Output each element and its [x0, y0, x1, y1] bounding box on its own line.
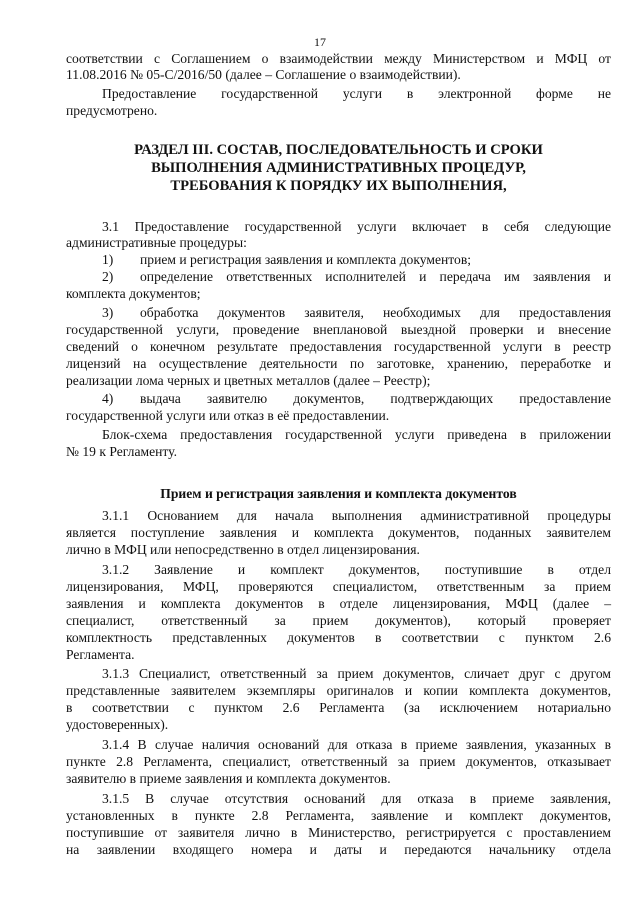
p313-line-3: в соответствии с пунктом 2.6 Регламента (за исключением нотариально	[66, 700, 611, 715]
p311-line-1: 3.1.1 Основанием для начала выполнения административной процедуры	[102, 508, 611, 523]
p312-line-3: заявления и комплекта документов в отделе лицензирования, МФЦ (далее –	[66, 596, 611, 611]
p312-line-4: специалист, ответственный за прием документов), который проверяет	[66, 613, 611, 628]
item-3-line-2: государственной услуги, проведение внеплановой выездной проверки и внесение	[66, 322, 611, 337]
subsection-heading: Прием и регистрация заявления и комплекта документов	[160, 486, 517, 501]
p312-line-5: комплектность представленных документов в соответствии с пунктом 2.6	[66, 630, 611, 645]
p31-line-1: 3.1 Предоставление государственной услуги включает в себя следующие	[102, 219, 611, 234]
p312-line-2: лицензирования, МФЦ, проверяются специалистом, ответственным за прием	[66, 579, 611, 594]
p313-line-1: 3.1.3 Специалист, ответственный за прием документов, сличает друг с другом	[102, 666, 611, 681]
item-1-text: прием и регистрация заявления и комплекта документов;	[140, 252, 472, 267]
item-3-line-3: сведений о конечном результате предоставления государственной услуги в реестр	[66, 339, 611, 354]
p315-line-4: на заявлении входящего номера и даты и передаются начальнику отдела	[66, 842, 611, 857]
item-1-number: 1)	[102, 252, 114, 267]
item-4-line-1: выдача заявителю документов, подтверждающих предоставление	[140, 391, 611, 406]
section-title-line-2: ВЫПОЛНЕНИЯ АДМИНИСТРАТИВНЫХ ПРОЦЕДУР,	[151, 160, 526, 176]
item-2-line-2: комплекта документов;	[66, 286, 201, 301]
intro-line-2: 11.08.2016 № 05-С/2016/50 (далее – Соглашение о взаимодействии).	[66, 67, 461, 82]
p314-line-3: заявителю в приеме заявления и комплекта документов.	[66, 771, 391, 786]
p315-line-3: поступившие от заявителя лично в Министерство, регистрируется с проставлением	[66, 825, 611, 840]
section-title-line-1: РАЗДЕЛ III. СОСТАВ, ПОСЛЕДОВАТЕЛЬНОСТЬ И СРОКИ	[134, 142, 543, 158]
page-number: 17	[314, 35, 326, 49]
p313-line-2: представленные заявителем экземпляры оригиналов и копии комплекта документов,	[66, 683, 611, 698]
item-3-line-4: лицензий на осуществление деятельности по заготовке, хранению, переработке и	[66, 356, 611, 371]
intro-line-1: соответствии с Соглашением о взаимодействии между Министерством и МФЦ от	[66, 51, 611, 66]
block-scheme-line-1: Блок-схема предоставления государственной услуги приведена в приложении	[102, 427, 611, 442]
block-scheme-line-2: № 19 к Регламенту.	[66, 444, 177, 459]
p311-line-2: является поступление заявления и комплекта документов, поданных заявителем	[66, 525, 611, 540]
item-3-number: 3)	[102, 305, 114, 320]
p31-line-2: административные процедуры:	[66, 235, 247, 250]
p314-line-1: 3.1.4 В случае наличия оснований для отказа в приеме заявления, указанных в	[102, 737, 611, 752]
p312-line-6: Регламента.	[66, 647, 135, 662]
p311-line-3: лично в МФЦ или непосредственно в отдел лицензирования.	[66, 542, 420, 557]
item-3-line-5: реализации лома черных и цветных металлов (далее – Реестр);	[66, 373, 431, 388]
section-title-line-3: ТРЕБОВАНИЯ К ПОРЯДКУ ИХ ВЫПОЛНЕНИЯ,	[170, 178, 507, 194]
item-4-line-2: государственной услуги или отказ в её предоставлении.	[66, 408, 390, 423]
item-4-number: 4)	[102, 391, 114, 406]
intro-line-4: предусмотрено.	[66, 103, 158, 118]
p313-line-4: удостоверенных).	[66, 717, 169, 732]
item-3-line-1: обработка документов заявителя, необходимых для предоставления	[140, 305, 611, 320]
intro-line-3: Предоставление государственной услуги в электронной форме не	[102, 86, 611, 101]
item-2-number: 2)	[102, 269, 114, 284]
p314-line-2: пункте 2.8 Регламента, специалист, ответственный за прием документов, отказывает	[66, 754, 611, 769]
item-2-line-1: определение ответственных исполнителей и передача им заявления и	[140, 269, 611, 284]
p315-line-2: установленных в пункте 2.8 Регламента, заявление и комплект документов,	[66, 808, 611, 823]
p312-line-1: 3.1.2 Заявление и комплект документов, поступившие в отдел	[102, 562, 611, 577]
p315-line-1: 3.1.5 В случае отсутствия оснований для отказа в приеме заявления,	[102, 791, 611, 806]
